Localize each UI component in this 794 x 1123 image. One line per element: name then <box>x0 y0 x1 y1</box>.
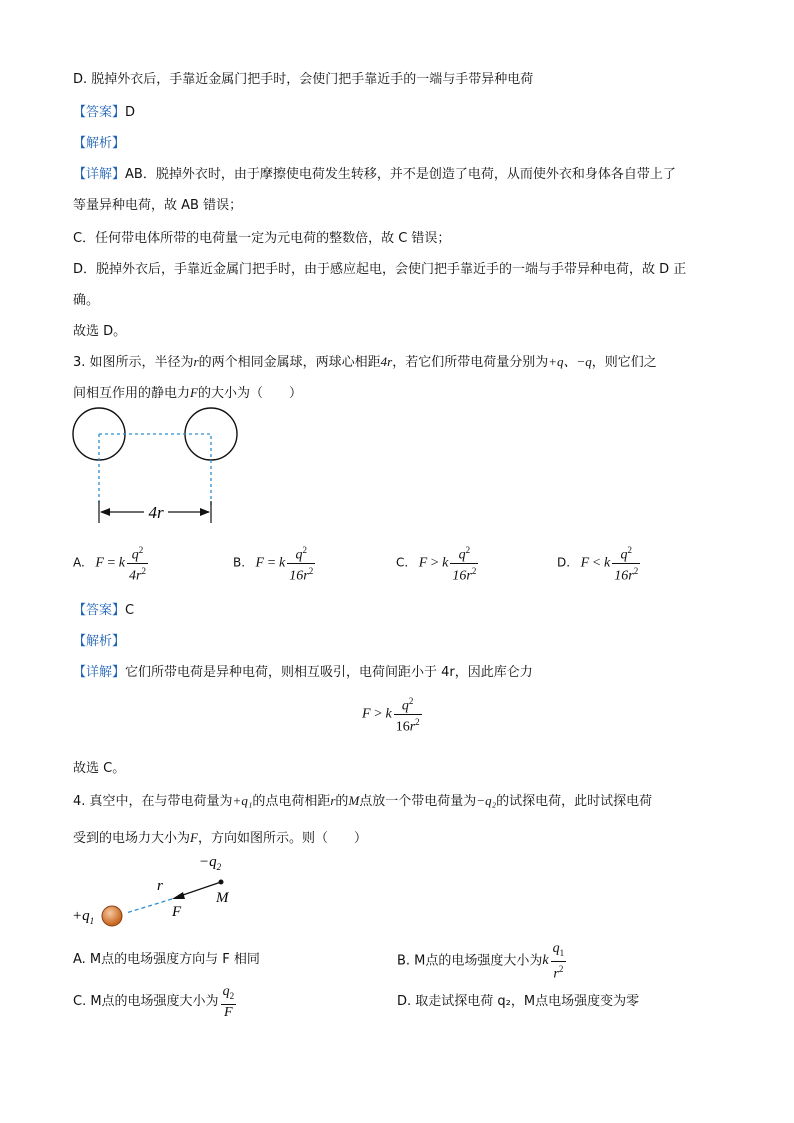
stem-text: 3. 如图所示，半径为 <box>73 355 194 370</box>
stem-text: 的两个相同金属球，两球心相距 <box>198 355 381 370</box>
q3-stem-line-1 <box>73 351 657 370</box>
stem-text: ，若它们所带电荷量分别为 <box>392 355 549 370</box>
q3-option-a: A. F = k $\frac{q^2}{4r^2}$ <box>73 545 146 584</box>
symbol-q1: +q₁ <box>232 793 253 808</box>
option-text: B. M点的电场强度大小为 <box>397 953 543 969</box>
symbol-4r: 4r <box>380 354 393 369</box>
stem-text: ，方向如图所示。则（ ） <box>197 831 367 846</box>
q4-stem-line-1 <box>73 790 652 809</box>
force-arrowhead <box>172 892 185 899</box>
q3-analysis-label: 【解析】 <box>73 634 126 649</box>
option-label: D. <box>557 555 571 570</box>
denominator: 16r <box>614 568 634 584</box>
stem-text: 间相互作用的静电力 <box>73 386 191 401</box>
stem-text: 4. 真空中，在与带电荷量为 <box>73 794 233 809</box>
symbol-M: M <box>348 793 360 808</box>
detail-text: 它们所带电荷是异种电荷，则相互吸引，电荷间距小于 4r，因此库仑力 <box>125 665 533 680</box>
q3-stem-line-2 <box>73 382 302 401</box>
detail-label: 【详解】 <box>73 665 126 680</box>
q2-conclusion: 故选 D。 <box>73 324 127 339</box>
q4-option-d: D. 取走试探电荷 q₂，M点电场强度变为零 <box>397 994 640 1009</box>
denominator: 16r <box>289 568 309 584</box>
arrowhead-left <box>100 508 110 516</box>
option-label: C. <box>396 555 409 570</box>
detail-text: AB．脱掉外衣时，由于摩擦使电荷发生转移，并不是创造了电荷，从而使外衣和身体各自带上了 <box>125 167 676 182</box>
stem-text: 点放一个带电荷量为 <box>359 794 477 809</box>
relation: > <box>430 555 439 571</box>
dashed-guide-right <box>99 434 211 505</box>
q3-conclusion: 故选 C。 <box>73 761 126 776</box>
q4-option-a: A. M点的电场强度方向与 F 相同 <box>73 952 260 967</box>
label-plus-q1: $+q_1$ <box>72 908 95 926</box>
label-F: F <box>172 904 182 920</box>
denominator: 16r <box>452 568 472 584</box>
q3-result-formula: F > k $\frac{q^2}{16r^2}$ <box>362 696 420 735</box>
q4-stem-line-2 <box>73 827 367 846</box>
figure-label-4r: 4r <box>148 503 164 522</box>
stem-text: 的 <box>335 794 349 809</box>
answer-label: 【答案】 <box>73 603 126 618</box>
stem-text: 的点电荷相距 <box>252 794 331 809</box>
answer-value: D <box>125 105 136 120</box>
point-M <box>219 880 224 885</box>
relation: < <box>592 555 601 571</box>
label-minus-q2: $-q_2$ <box>199 854 222 872</box>
q3-option-d: D. F < k $\frac{q^2}{16r^2}$ <box>557 545 639 584</box>
option-text: C. M点的电场强度大小为 <box>73 994 219 1010</box>
answer-label: 【答案】 <box>73 105 126 120</box>
sphere-right <box>185 408 237 460</box>
symbol-q2: −q₂ <box>476 793 497 808</box>
q2-detail-line-3: C．任何带电体所带的电荷量一定为元电荷的整数倍，故 C 错误； <box>73 231 451 246</box>
symbol-r: r <box>193 354 199 369</box>
symbol-F: F <box>190 830 198 845</box>
force-arrow-line <box>180 882 221 896</box>
label-r: r <box>157 878 163 894</box>
relation: = <box>267 555 276 571</box>
option-label: B. <box>233 555 246 570</box>
q4-option-b: B. M点的电场强度大小为k $\frac{q_1}{r^2}$ <box>397 941 565 982</box>
q3-option-b: B. F = k $\frac{q^2}{16r^2}$ <box>233 545 314 584</box>
q4-option-c: C. M点的电场强度大小为 $\frac{q_2}{F}$ <box>73 984 235 1020</box>
symbol-r: r <box>330 793 336 808</box>
symbol-charges: +q、−q <box>548 354 592 369</box>
stem-text: 的试探电荷，此时试探电荷 <box>496 794 653 809</box>
q2-detail-line-1 <box>73 163 676 182</box>
q3-answer-row <box>73 599 134 618</box>
arrowhead-right <box>200 508 210 516</box>
option-label: A. <box>73 555 85 570</box>
q2-detail-line-4: D．脱掉外衣后，手靠近金属门把手时，由于感应起电，会使门把手靠近手的一端与手带异种电荷，故 D 正 <box>73 262 687 277</box>
stem-text: 受到的电场力大小为 <box>73 831 191 846</box>
stem-text: 的大小为（ ） <box>197 386 302 401</box>
denominator: 4r <box>129 568 142 584</box>
relation: = <box>107 555 116 571</box>
symbol-F: F <box>190 385 198 400</box>
q2-detail-line-5: 确。 <box>73 293 100 308</box>
label-M: M <box>216 890 229 906</box>
dashed-distance-line <box>126 899 172 913</box>
q4-figure-field <box>68 850 248 930</box>
q2-answer-row <box>73 101 135 120</box>
detail-label: 【详解】 <box>73 167 126 182</box>
q2-option-d: D. 脱掉外衣后，手靠近金属门把手时，会使门把手靠近手的一端与手带异种电荷 <box>73 72 534 87</box>
charge-q1-sphere <box>102 906 122 926</box>
q3-detail-line <box>73 661 533 680</box>
q3-option-c: C. F > k $\frac{q^2}{16r^2}$ <box>396 545 477 584</box>
q3-figure-spheres <box>70 405 250 530</box>
analysis-label: 【解析】 <box>73 136 126 151</box>
stem-text: ，则它们之 <box>591 355 657 370</box>
q2-detail-line-2: 等量异种电荷，故 AB 错误； <box>73 198 243 213</box>
answer-value: C <box>125 603 135 618</box>
